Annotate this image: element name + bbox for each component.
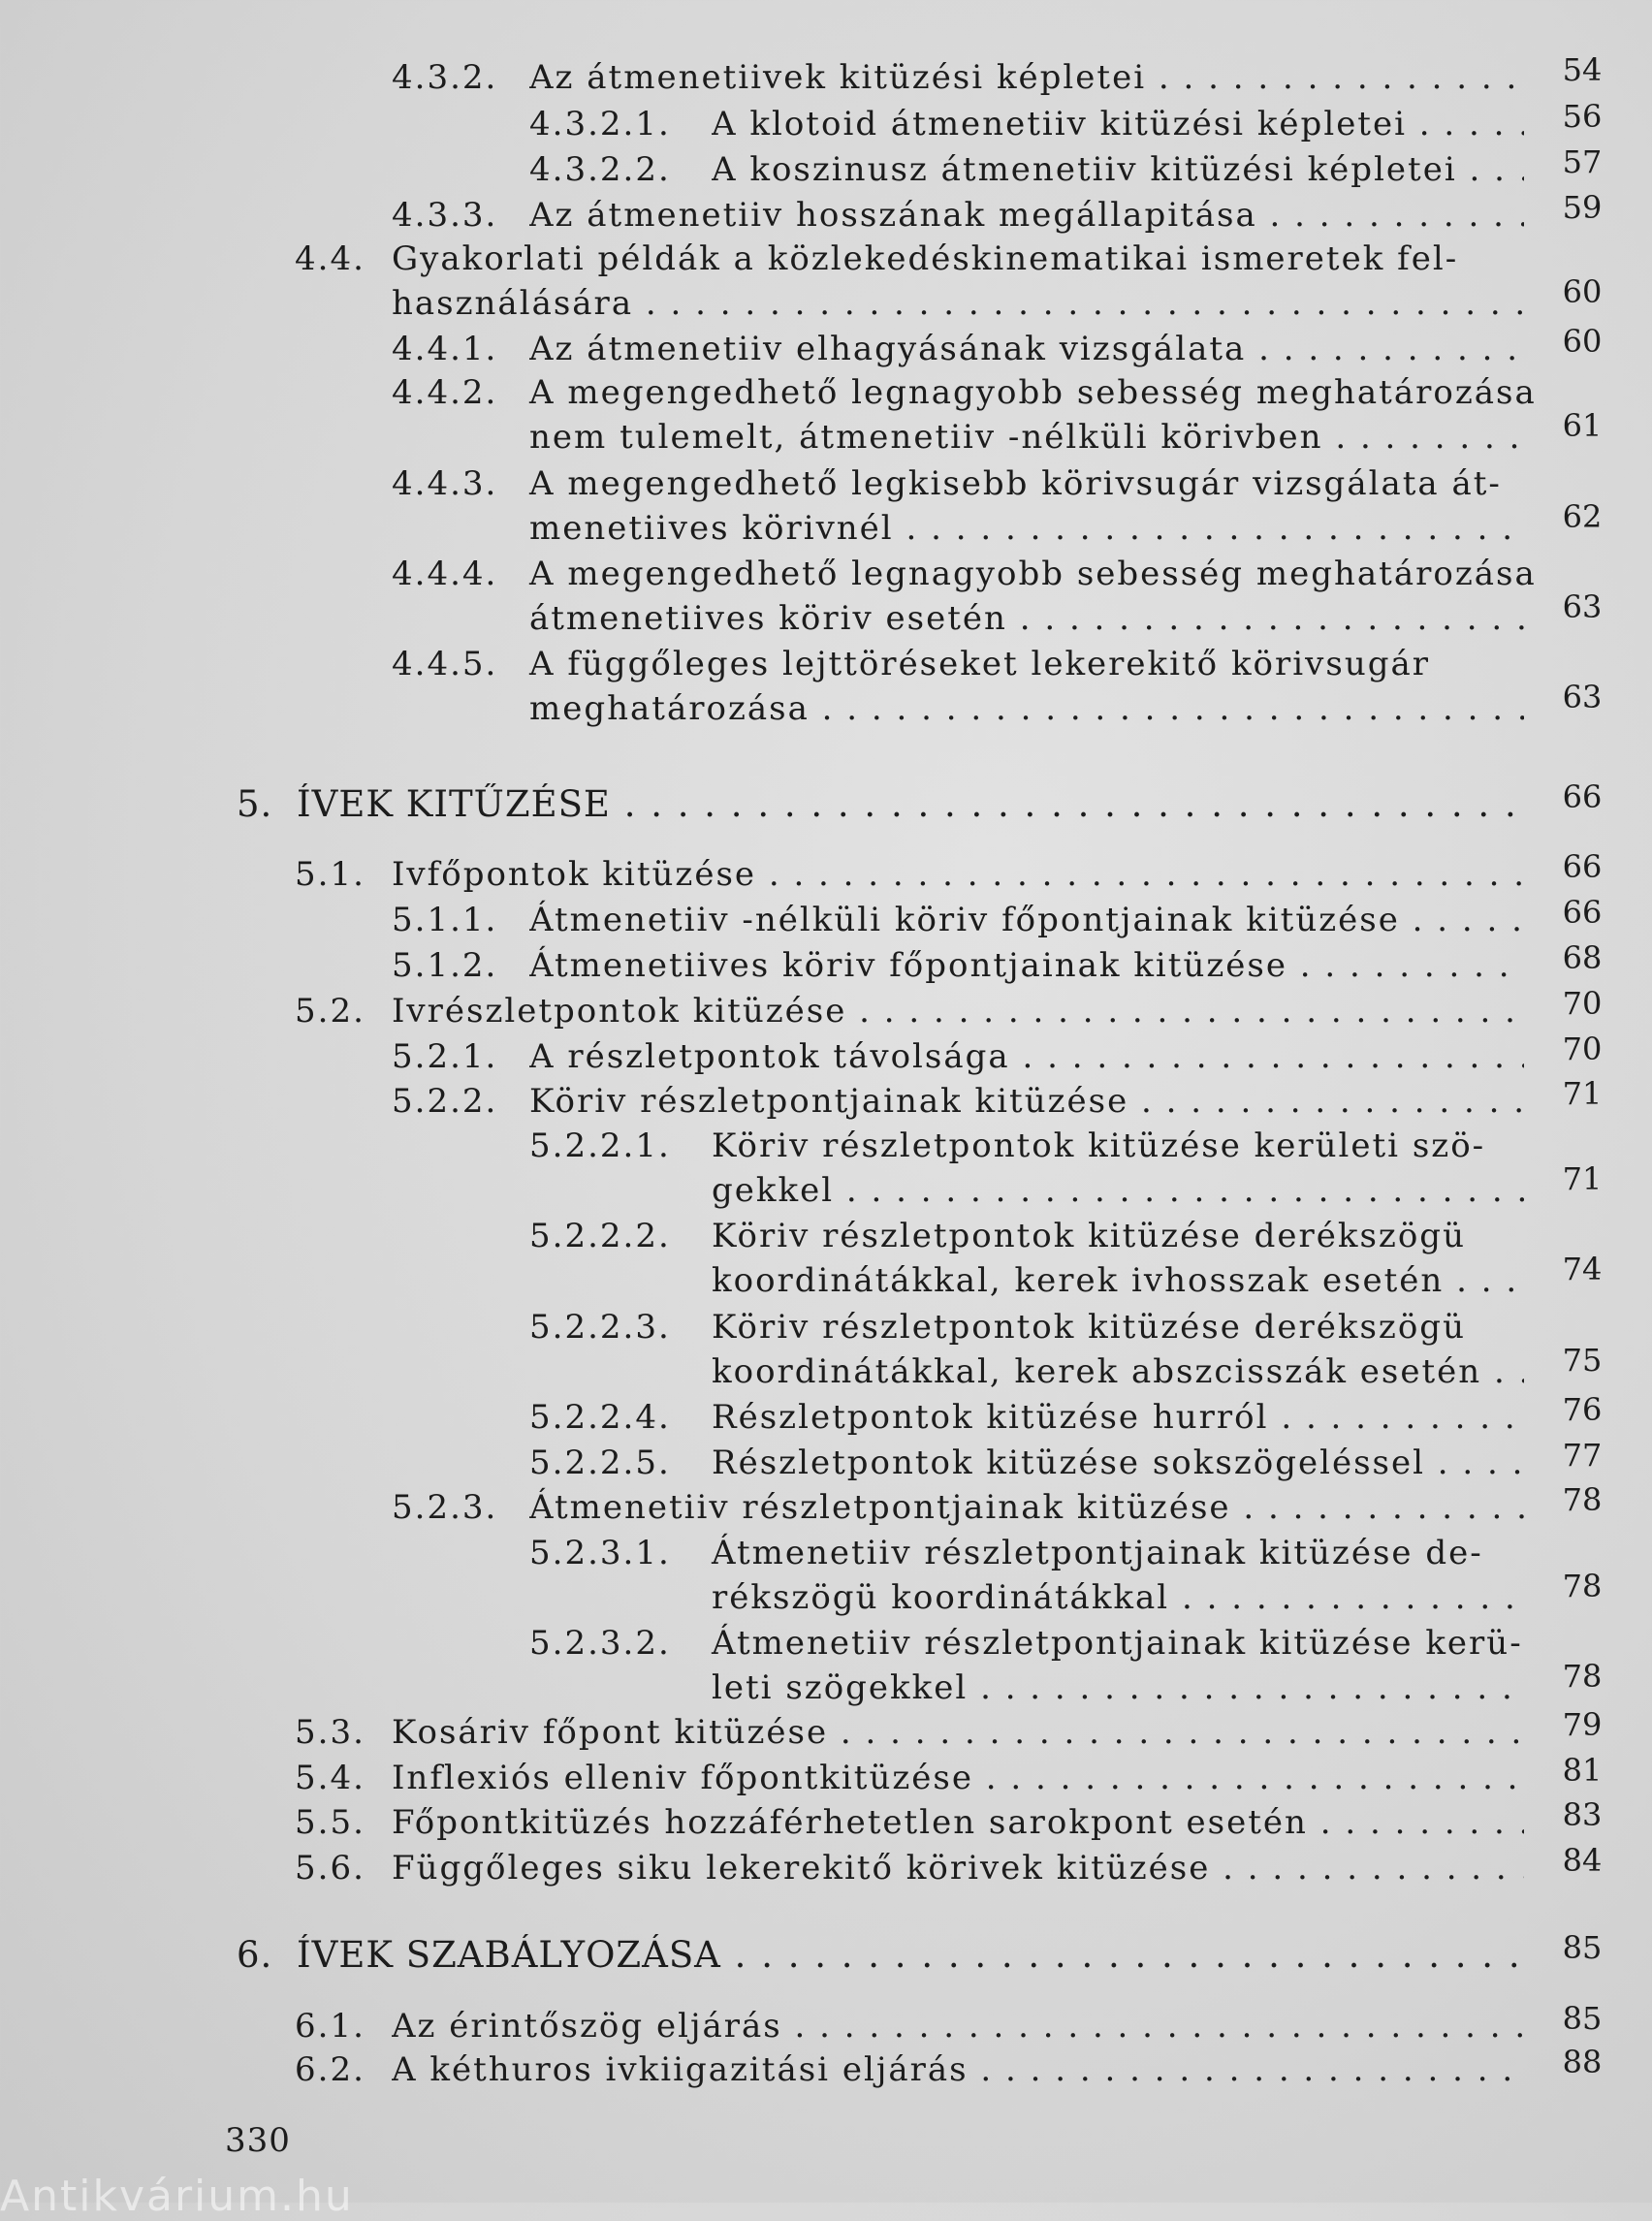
- toc-entry-number: 4.4.2.: [392, 373, 498, 412]
- toc-entry: [0, 98, 1652, 147]
- toc-entry-page: 76: [1562, 1391, 1603, 1428]
- toc-entry-title: Inflexiós elleniv főpontkitüzése . . .: [392, 1757, 1524, 1799]
- toc-entry: [0, 371, 1652, 460]
- toc-entry: [0, 1929, 1652, 1979]
- toc-entry-page: 54: [1562, 51, 1603, 88]
- toc-entry-number: 4.4.5.: [392, 645, 498, 683]
- toc-entry-number: 6.1.: [295, 2007, 365, 2046]
- toc-entry-page: 70: [1562, 985, 1603, 1022]
- toc-entry-number: 6.: [237, 1934, 273, 1976]
- toc-entry: [0, 462, 1652, 552]
- toc-entry-title: Az átmenetiiv hosszának megállapitása . . .: [529, 194, 1524, 237]
- toc-entry-title-continuation: használására . . .: [392, 282, 1524, 325]
- toc-entry: [0, 1391, 1652, 1441]
- toc-entry-title: A kéthuros ivkiigazitási eljárás . . .: [392, 2048, 1524, 2091]
- toc-entry-title: A részletpontok távolsága . . .: [529, 1035, 1524, 1078]
- toc-entry-title: Köriv részletpontok kitüzése kerületi szö-: [712, 1126, 1486, 1165]
- toc-entry: [0, 1481, 1652, 1531]
- toc-entry-page: 78: [1562, 1568, 1603, 1604]
- toc-entry-page: 70: [1562, 1031, 1603, 1067]
- toc-entry-number: 4.4.1.: [392, 330, 498, 368]
- toc-entry-title: Átmenetiives köriv főpontjainak kitüzése . . .: [529, 944, 1524, 987]
- toc-entry-page: 84: [1562, 1842, 1603, 1879]
- toc-entry-number: 5.2.3.1.: [529, 1534, 671, 1572]
- toc-entry-title: A megengedhető legkisebb körivsugár vizsgálata át-: [529, 464, 1502, 503]
- toc-entry-number: 5.1.1.: [392, 901, 498, 939]
- toc-entry-number: 5.2.3.: [392, 1488, 498, 1527]
- toc-entry-number: 6.2.: [295, 2050, 365, 2089]
- toc-entry: [0, 1075, 1652, 1125]
- toc-entry-title: ÍVEK SZABÁLYOZÁSA . . .: [297, 1934, 1524, 1977]
- toc-entry: [0, 939, 1652, 989]
- toc-entry-page: 62: [1562, 498, 1603, 535]
- toc-entry: [0, 2044, 1652, 2093]
- toc-entry-title: Kosáriv főpont kitüzése . . .: [392, 1711, 1524, 1754]
- toc-entry-number: 5.1.: [295, 855, 365, 894]
- toc-entry-title-continuation: meghatározása . . .: [529, 687, 1524, 730]
- toc-entry-title: Ivfőpontok kitüzése . . .: [392, 853, 1524, 896]
- toc-entry-page: 78: [1562, 1658, 1603, 1695]
- toc-entry-title: Köriv részletpontjainak kitüzése . . .: [529, 1080, 1524, 1123]
- toc-entry-page: 88: [1562, 2044, 1603, 2080]
- toc-entry-number: 5.5.: [295, 1803, 365, 1842]
- toc-entry-page: 60: [1562, 323, 1603, 360]
- toc-entry-page: 75: [1562, 1342, 1603, 1379]
- toc-entry-page: 66: [1562, 894, 1603, 931]
- toc-entry-title: Az érintőszög eljárás . . .: [392, 2005, 1524, 2047]
- toc-entry: [0, 143, 1652, 193]
- toc-entry-page: 56: [1562, 98, 1603, 135]
- toc-entry-title: Gyakorlati példák a közlekedéskinematikai ismeretek fel-: [392, 239, 1459, 278]
- toc-entry-page: 85: [1562, 1929, 1603, 1966]
- toc-entry-title-continuation: menetiives körivnél . . .: [529, 507, 1524, 550]
- toc-entry-page: 66: [1562, 778, 1603, 815]
- toc-entry-title-continuation: koordinátákkal, kerek ivhosszak esetén . . .: [712, 1259, 1524, 1302]
- toc-entry-number: 5.1.2.: [392, 946, 498, 985]
- toc-entry-page: 66: [1562, 848, 1603, 885]
- watermark: Antikvárium.hu: [0, 2172, 354, 2221]
- toc-entry-title: Köriv részletpontok kitüzése derékszögü: [712, 1308, 1466, 1347]
- toc-entry-title-continuation: átmenetiives köriv esetén . . .: [529, 597, 1524, 640]
- toc-entry-page: 59: [1562, 189, 1603, 226]
- toc-entry: [0, 1706, 1652, 1756]
- toc-entry-title-continuation: nem tulemelt, átmenetiiv -nélküli körivben . . .: [529, 416, 1524, 459]
- toc-entry-page: 63: [1562, 588, 1603, 625]
- toc-entry: [0, 189, 1652, 238]
- toc-entry: [0, 51, 1652, 101]
- toc-entry-number: 5.2.2.4.: [529, 1398, 671, 1437]
- toc-entry-title: Függőleges siku lekerekitő körivek kitüzése . . .: [392, 1847, 1524, 1889]
- toc-entry-title-continuation: gekkel . . .: [712, 1169, 1524, 1212]
- toc-entry: [0, 1437, 1652, 1486]
- toc-entry-number: 5.2.2.2.: [529, 1217, 671, 1255]
- toc-entry-number: 5.6.: [295, 1849, 365, 1888]
- toc-entry: [0, 238, 1652, 327]
- toc-entry-title: Ivrészletpontok kitüzése . . .: [392, 990, 1524, 1032]
- toc-entry-number: 5.2.2.5.: [529, 1444, 671, 1482]
- toc-entry: [0, 1752, 1652, 1801]
- toc-entry-number: 5.2.2.: [392, 1082, 498, 1121]
- toc-entry-title: Átmenetiiv -nélküli köriv főpontjainak kitüzése . . .: [529, 899, 1524, 941]
- toc-entry-page: 79: [1562, 1706, 1603, 1743]
- toc-entry-title: Főpontkitüzés hozzáférhetetlen sarokpont esetén . . .: [392, 1801, 1524, 1844]
- toc-entry-title: Köriv részletpontok kitüzése derékszögü: [712, 1217, 1466, 1255]
- toc-entry-page: 81: [1562, 1752, 1603, 1789]
- toc-entry-page: 74: [1562, 1251, 1603, 1287]
- toc-entry: [0, 985, 1652, 1034]
- toc-entry: [0, 1842, 1652, 1891]
- toc-entry: [0, 1796, 1652, 1846]
- toc-entry-title-continuation: leti szögekkel . . .: [712, 1666, 1524, 1709]
- toc-entry-page: 60: [1562, 273, 1603, 310]
- toc-entry-number: 5.2.1.: [392, 1037, 498, 1076]
- toc-entry-page: 71: [1562, 1160, 1603, 1197]
- toc-entry: [0, 643, 1652, 732]
- toc-entry-number: 4.3.2.1.: [529, 105, 671, 143]
- toc-entry-page: 71: [1562, 1075, 1603, 1112]
- toc-entry: [0, 553, 1652, 642]
- toc-entry-title: A megengedhető legnagyobb sebesség meghatározása: [529, 373, 1537, 412]
- toc-entry: [0, 1125, 1652, 1214]
- toc-entry-title: A klotoid átmenetiiv kitüzési képletei . . .: [712, 103, 1524, 145]
- toc-entry: [0, 894, 1652, 943]
- toc-entry: [0, 848, 1652, 898]
- toc-entry: [0, 1215, 1652, 1304]
- toc-entry-title: ÍVEK KITŰZÉSE . . .: [297, 783, 1524, 826]
- toc-entry: [0, 1532, 1652, 1621]
- toc-entry-number: 4.4.: [295, 239, 365, 278]
- toc-entry-title: A függőleges lejttöréseket lekerekitő körivsugár: [529, 645, 1430, 683]
- toc-entry-page: 63: [1562, 679, 1603, 715]
- toc-entry-page: 61: [1562, 407, 1603, 444]
- toc-entry-title: A koszinusz átmenetiiv kitüzési képletei . . .: [712, 148, 1524, 191]
- toc-entry-number: 5.2.3.2.: [529, 1624, 671, 1663]
- page-number: 330: [225, 2121, 291, 2160]
- toc-entry-number: 5.: [237, 783, 273, 825]
- toc-entry: [0, 1031, 1652, 1080]
- toc-entry-title: A megengedhető legnagyobb sebesség meghatározása: [529, 555, 1537, 593]
- toc-entry: [0, 2000, 1652, 2049]
- toc-entry: [0, 1622, 1652, 1711]
- toc-entry-number: 5.2.2.1.: [529, 1126, 671, 1165]
- toc-entry-title: Átmenetiiv részletpontjainak kitüzése kerü-: [712, 1624, 1523, 1663]
- toc-entry-page: 78: [1562, 1481, 1603, 1518]
- toc-entry: [0, 778, 1652, 828]
- toc-entry-title: Az átmenetiivek kitüzési képletei . . .: [529, 56, 1524, 99]
- toc-entry-page: 77: [1562, 1437, 1603, 1474]
- toc-entry-title: Részletpontok kitüzése sokszögeléssel . . .: [712, 1442, 1524, 1484]
- toc-entry-number: 5.2.: [295, 992, 365, 1031]
- toc-entry-number: 5.2.2.3.: [529, 1308, 671, 1347]
- toc-entry: [0, 1306, 1652, 1395]
- toc-entry-number: 4.4.3.: [392, 464, 498, 503]
- toc-entry: [0, 323, 1652, 372]
- toc-entry-title-continuation: koordinátákkal, kerek abszcisszák esetén . . .: [712, 1350, 1524, 1393]
- toc-entry-page: 85: [1562, 2000, 1603, 2037]
- toc-entry-number: 4.3.3.: [392, 196, 498, 235]
- toc-entry-title: Részletpontok kitüzése hurról . . .: [712, 1396, 1524, 1439]
- toc-entry-title: Átmenetiiv részletpontjainak kitüzése de-: [712, 1534, 1483, 1572]
- toc-entry-number: 5.4.: [295, 1759, 365, 1797]
- toc-entry-page: 57: [1562, 143, 1603, 180]
- toc-entry-number: 4.4.4.: [392, 555, 498, 593]
- toc-entry-number: 4.3.2.2.: [529, 150, 671, 189]
- toc-entry-number: 4.3.2.: [392, 58, 498, 97]
- toc-entry-title: Átmenetiiv részletpontjainak kitüzése . . .: [529, 1486, 1524, 1529]
- toc-entry-title: Az átmenetiiv elhagyásának vizsgálata . . .: [529, 328, 1524, 370]
- toc-entry-number: 5.3.: [295, 1713, 365, 1752]
- toc-entry-page: 83: [1562, 1796, 1603, 1833]
- toc-entry-title-continuation: rékszögü koordinátákkal . . .: [712, 1576, 1524, 1619]
- toc-entry-page: 68: [1562, 939, 1603, 976]
